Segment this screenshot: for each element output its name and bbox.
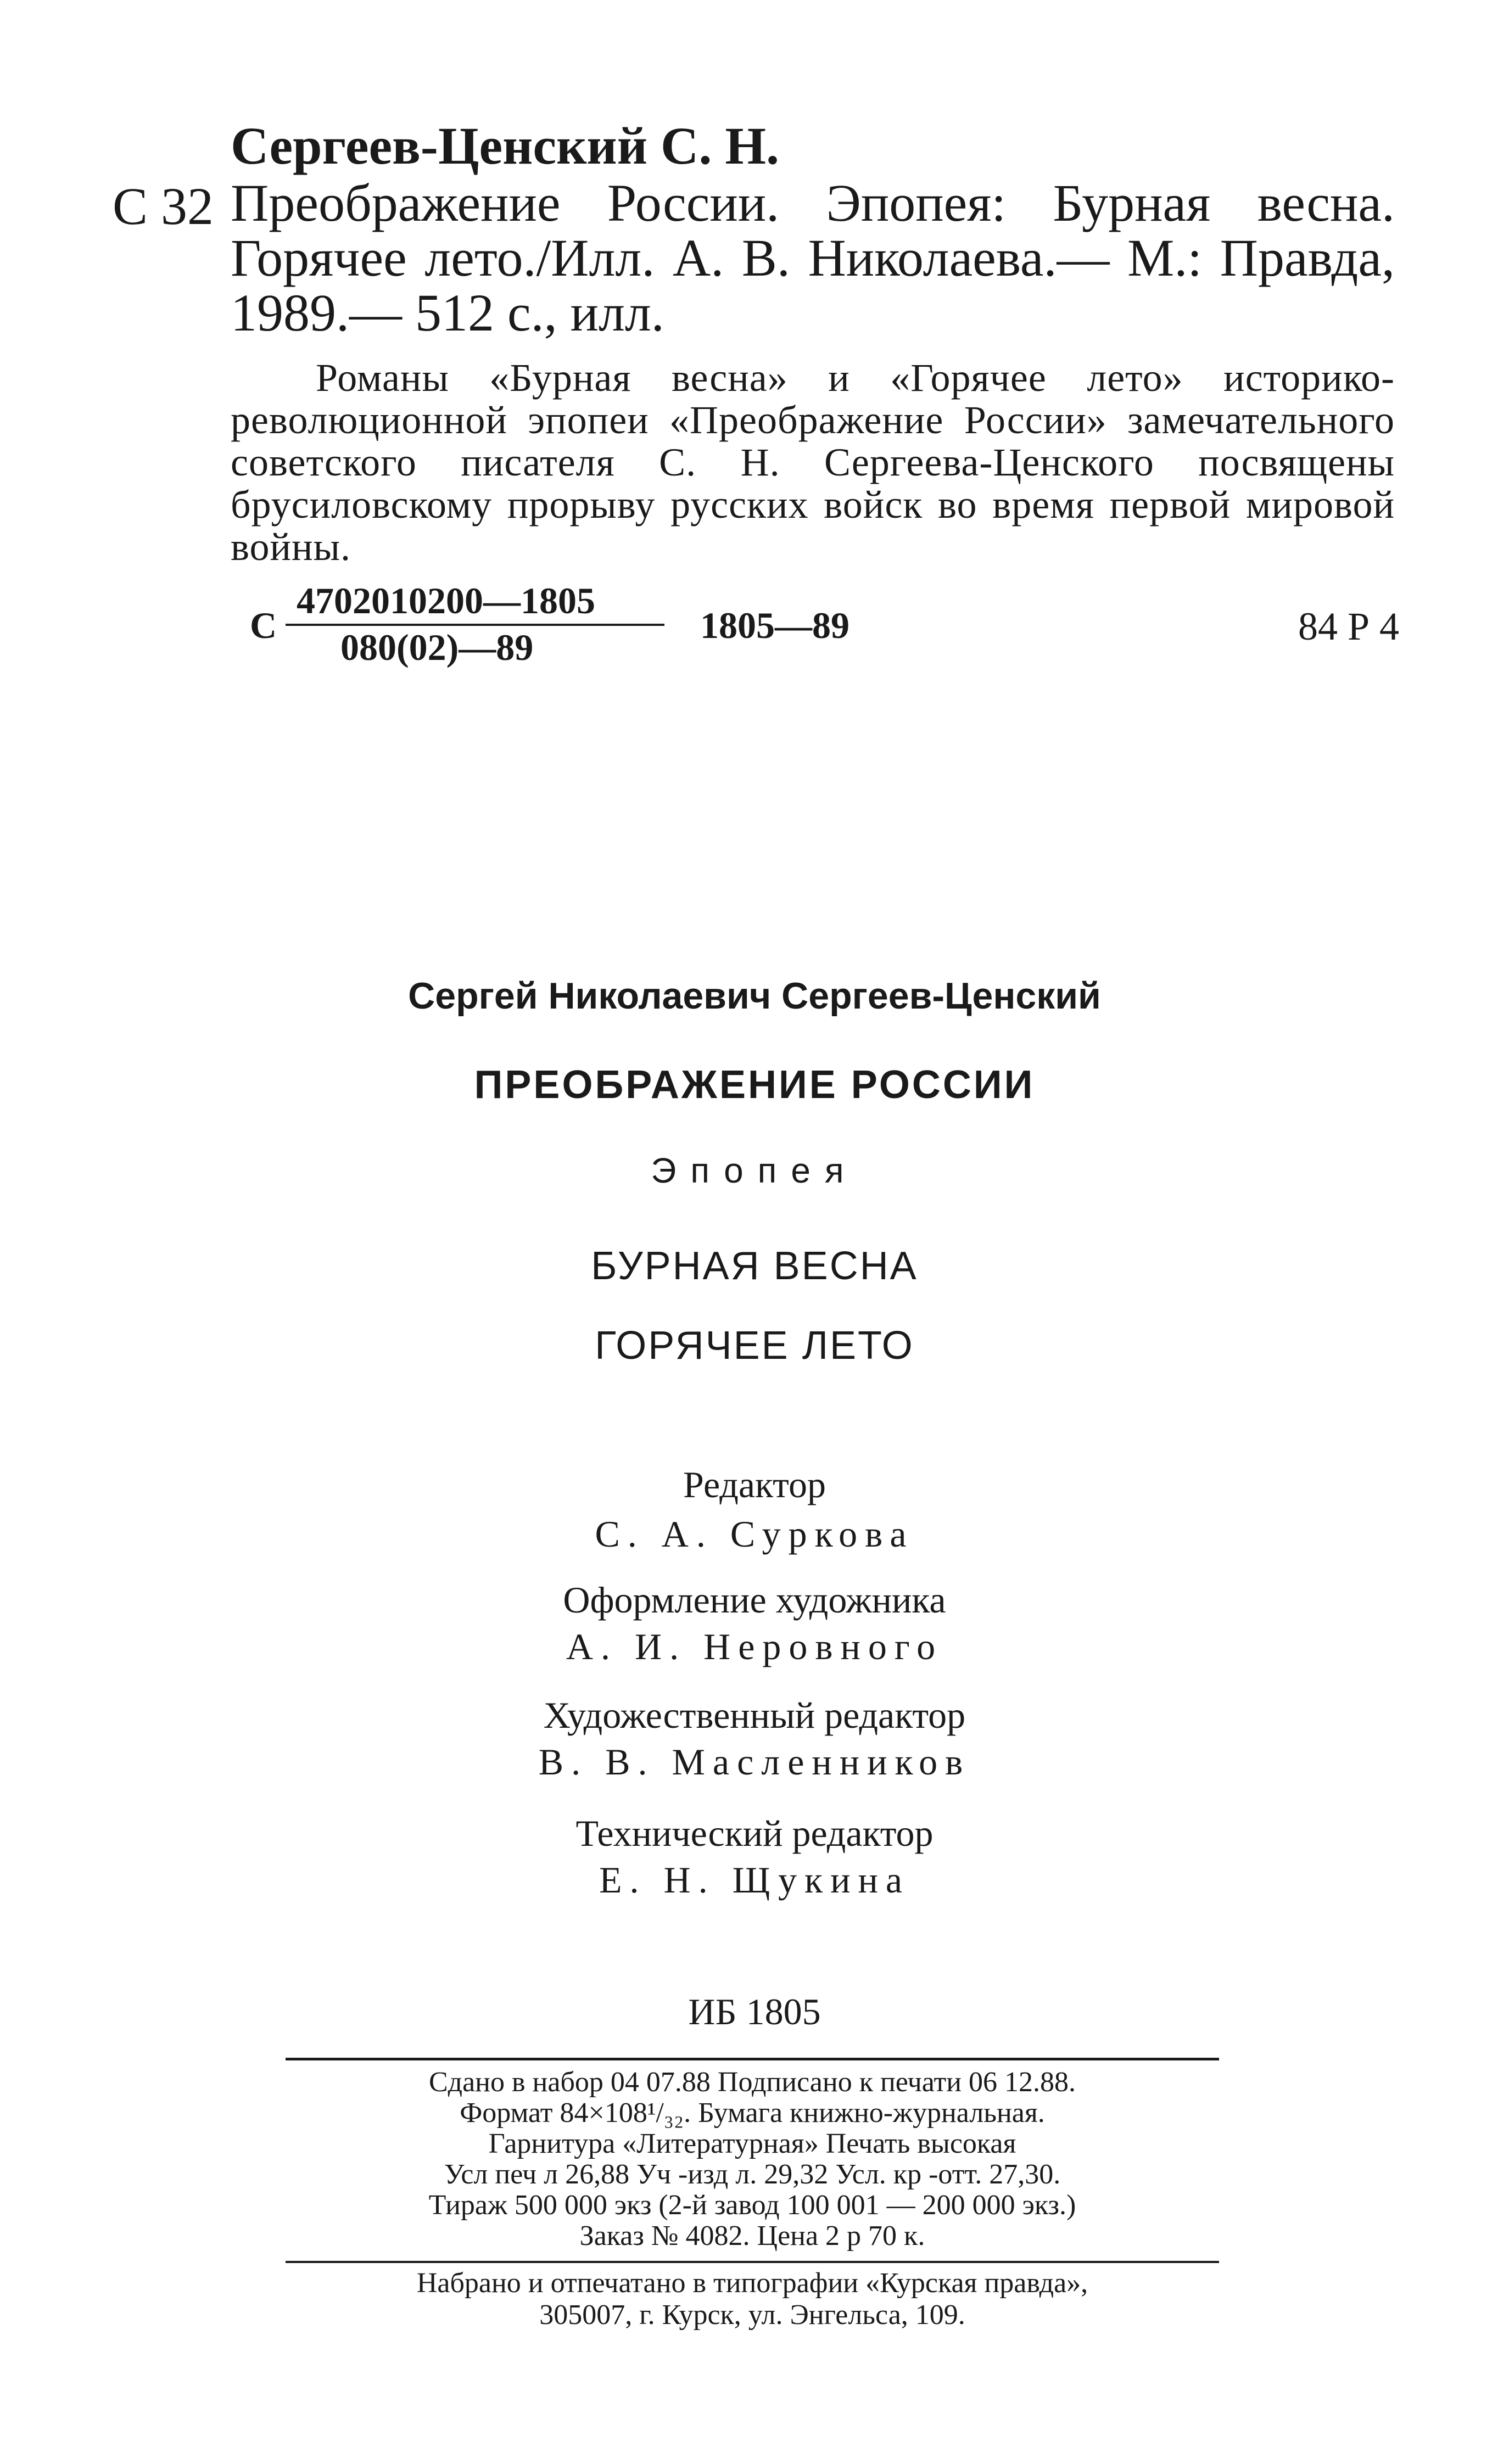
imprint-line: Гарнитура «Литературная» Печать высокая (488, 2128, 1016, 2159)
bbk-middle-code: 1805—89 (700, 604, 849, 646)
imprint-line: Усл печ л 26,88 Уч -изд л. 29,32 Усл. кр -отт. 27,30. (444, 2159, 1061, 2190)
card-annotation: Романы «Бурная весна» и «Горячее лето» историко-революционной эпопеи «Преображение России» замечательного советского писателя С. Н. Сергеева-Ценского посвящены брусиловскому прорыву русских войск во время первой мировой войны. (231, 356, 1395, 569)
credit-role-editor: Редактор (683, 1464, 826, 1505)
card-author: Сергеев-Ценский С. Н. (231, 116, 779, 175)
credit-name-designer: А. И. Неровного (566, 1626, 943, 1667)
author-full-name: Сергей Николаевич Сергеев-Ценский (408, 975, 1101, 1017)
book-title: ПРЕОБРАЖЕНИЕ РОССИИ (474, 1063, 1035, 1107)
credit-role-art-editor: Художественный редактор (543, 1694, 966, 1736)
bbk-letter: С (250, 604, 277, 646)
bbk-numerator: 4702010200—1805 (297, 580, 595, 621)
credit-name-technical-editor: Е. Н. Щукина (599, 1859, 910, 1901)
imprint-bottom-rule (286, 2261, 1219, 2263)
credit-role-technical-editor: Технический редактор (575, 1812, 934, 1854)
imprint-line: Сдано в набор 04 07.88 Подписано к печати 06 12.88. (428, 2067, 1076, 2098)
imprint-block (286, 2067, 1219, 2252)
imprint-line: Тираж 500 000 экз (2-й завод 100 001 — 200 000 экз.) (428, 2189, 1076, 2221)
printer-line: Набрано и отпечатано в типографии «Курская правда», (416, 2267, 1088, 2299)
imprint-line: Заказ № 4082. Цена 2 р 70 к. (579, 2220, 925, 2252)
imprint-line: Формат 84×108¹/₃₂. Бумага книжно-журнальная. (460, 2097, 1045, 2129)
credit-name-editor: С. А. Суркова (595, 1513, 914, 1555)
printer-info (286, 2267, 1219, 2331)
bbk-index: 84 Р 4 (1298, 604, 1399, 648)
card-bibliographic-reference: Преображение России. Эпопея: Бурная весна. Горячее лето./Илл. А. В. Николаева.— М.: Правда, 1989.— 512 с., илл. (231, 173, 1395, 342)
publication-ib-number: ИБ 1805 (688, 1991, 821, 2032)
card-classification-code: С 32 (113, 177, 214, 236)
part-title-1: БУРНАЯ ВЕСНА (591, 1244, 918, 1288)
credit-role-designer: Оформление художника (563, 1579, 946, 1621)
printer-line: 305007, г. Курск, ул. Энгельса, 109. (539, 2299, 965, 2331)
credit-name-art-editor: В. В. Масленников (538, 1741, 971, 1783)
bbk-denominator: 080(02)—89 (340, 626, 534, 668)
part-title-2: ГОРЯЧЕЕ ЛЕТО (595, 1324, 914, 1368)
genre-label: Эпопея (651, 1151, 858, 1190)
imprint-top-rule (286, 2058, 1219, 2060)
